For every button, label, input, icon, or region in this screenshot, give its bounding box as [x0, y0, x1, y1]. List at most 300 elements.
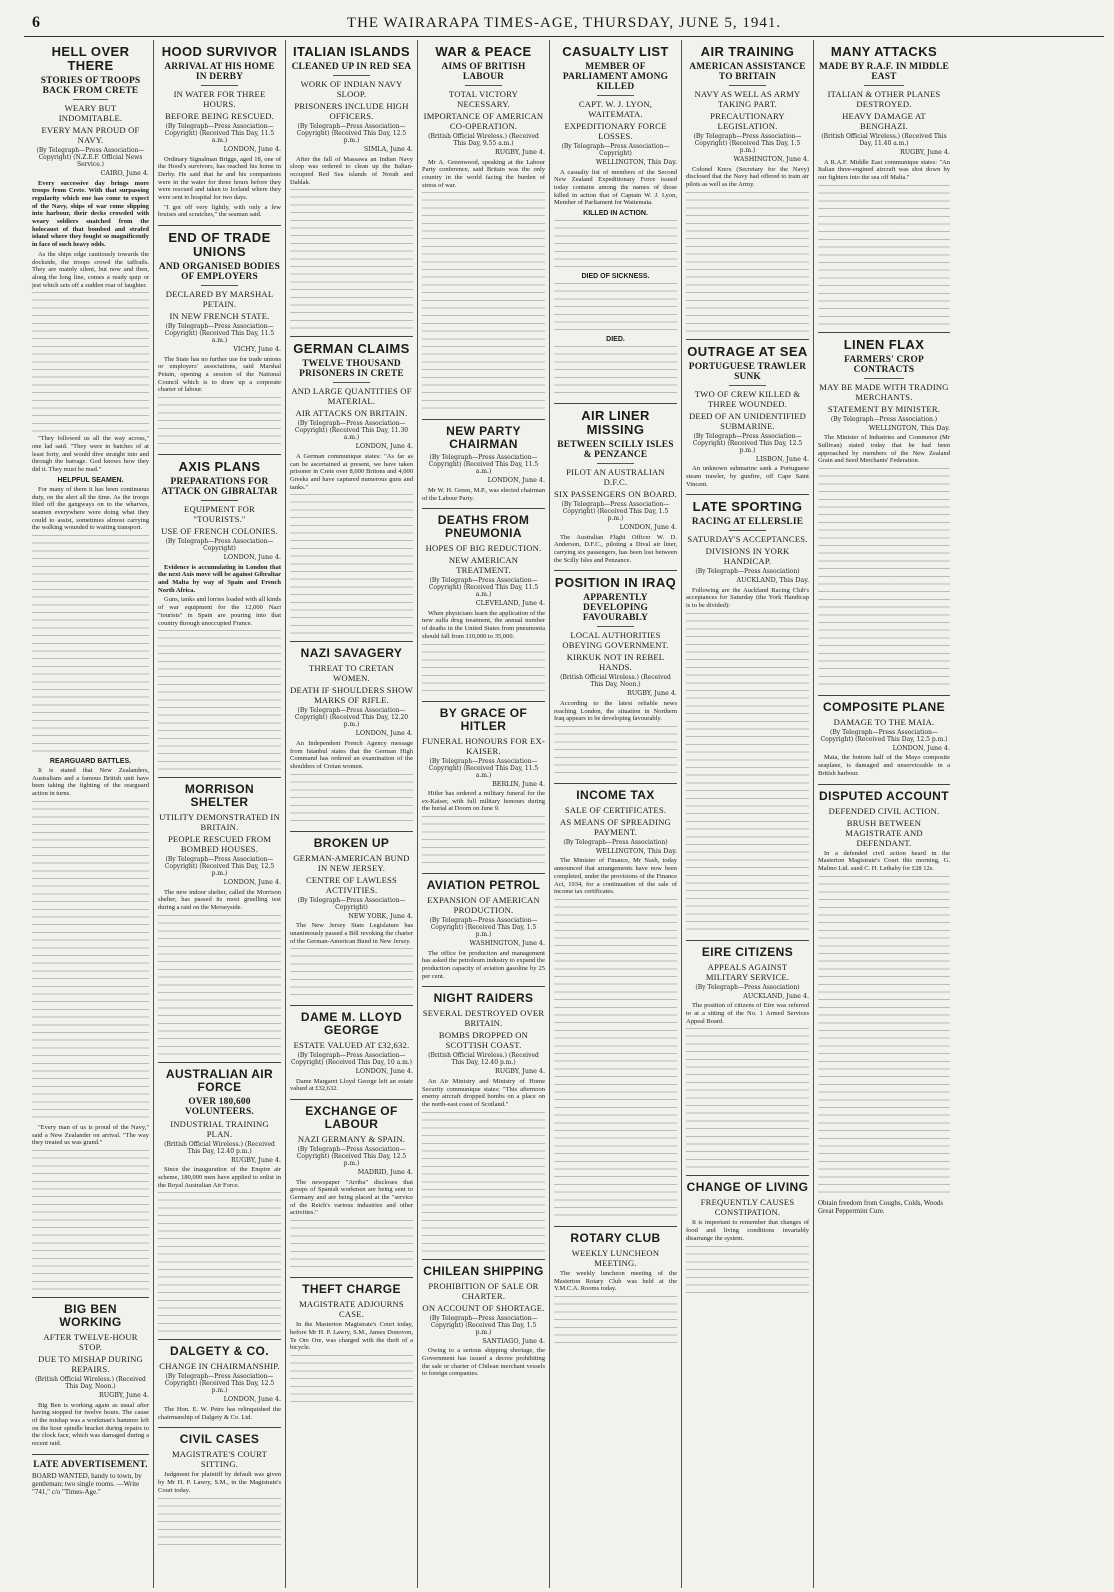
- headline: EIRE CITIZENS: [701, 944, 794, 959]
- paragraph: Ordinary Signalman Briggs, aged 18, one of the Hood's survivors, has reached his home in Derby. He said that he and his companions were in the water for three hours before they were rescued and taken to Iceland where they were sent to hospital for two days.: [158, 155, 281, 202]
- headline: BIG BEN WORKING: [59, 1302, 122, 1329]
- subheading: TOTAL VICTORY NECESSARY.: [448, 89, 519, 109]
- divider: [729, 530, 766, 531]
- subheading: ESTATE VALUED AT £32,632.: [293, 1040, 410, 1051]
- paragraph: It is important to remember that changes of food and living conditions invariably disarrange the system.: [686, 1219, 809, 1242]
- subheading: APPARENTLY DEVELOPING FAVOURABLY: [582, 593, 649, 624]
- body-text-lines: [32, 801, 149, 1121]
- headline: ROTARY CLUB: [570, 1230, 661, 1245]
- headline: MORRISON SHELTER: [184, 782, 255, 810]
- subheading: ITALIAN & OTHER PLANES DESTROYED.: [827, 89, 941, 109]
- divider: [201, 85, 238, 86]
- body-text-lines: [290, 1220, 413, 1270]
- paragraph: Hitler has ordered a military funeral for the ex-Kaiser, with full military honours during the burial at Doorn on June 9.: [422, 790, 545, 813]
- byline: (By Telegraph—Press Association.): [830, 415, 938, 423]
- byline: (By Telegraph—Press Association—Copyright) (Received This Day, 12.5 p.m.): [820, 728, 948, 743]
- paragraph: As the ships edge cautiously towards the dockside, the troops crowd the taffrails. They are mainly silent, but now and then, along the long line, comes a ready quip or jest which sets off a sudden roar of laughter.: [32, 250, 149, 289]
- subheading: FUNERAL HONOURS FOR EX-KAISER.: [422, 735, 545, 756]
- headline: EXCHANGE OF LABOUR: [305, 1104, 398, 1132]
- divider: [597, 95, 634, 96]
- headline: LATE ADVERTISEMENT.: [33, 1459, 148, 1470]
- columns: [28, 40, 1106, 1588]
- subheading: MAY BE MADE WITH TRADING MERCHANTS.: [819, 381, 949, 402]
- body-text-lines: [290, 494, 413, 634]
- story-income-tax: [554, 784, 677, 1227]
- dateline: LONDON, June 4.: [223, 553, 281, 562]
- subheading: SEVERAL DESTROYED OVER BRITAIN.: [422, 1008, 545, 1029]
- subheading: CAPT. W. J. LYON, WAITEMATA.: [578, 99, 653, 119]
- byline: (By Telegraph—Press Association—Copyright) (Received This Day, 10 a.m.): [290, 1052, 413, 1067]
- story-casualty-list: [554, 40, 677, 404]
- body-text-lines: [158, 915, 281, 1055]
- body-text-lines: [686, 192, 809, 332]
- subheading: DEATH IF SHOULDERS SHOW MARKS OF RIFLE.: [290, 685, 413, 706]
- body-text-lines: [290, 774, 413, 824]
- subheading: SALE OF CERTIFICATES.: [564, 804, 667, 815]
- byline: (By Telegraph—Press Association—Copyright) (Received This Day, 1.5 p.m.): [429, 1314, 538, 1336]
- body-text-lines: [422, 816, 545, 866]
- paragraph: The position of citizens of Eire was referred to at a sitting of the No. 1 Armed Services Appeal Board.: [686, 1002, 809, 1025]
- dateline: AUCKLAND, This Day.: [736, 576, 809, 585]
- body-text-lines: [686, 1246, 809, 1296]
- story-hell-over-there: [32, 40, 149, 1298]
- subheading: EVERY MAN PROUD OF NAVY.: [41, 125, 140, 145]
- paragraph: A German communique states: "As far as can be ascertained at present, we have taken prisoner in Crete over 8,000 Britons and 4,000 Greeks and have captured numerous guns and tanks.": [290, 452, 413, 491]
- subheading: NAVY AS WELL AS ARMY TAKING PART.: [694, 89, 801, 109]
- divider: [597, 626, 634, 627]
- dateline: SANTIAGO, June 4.: [482, 1336, 545, 1345]
- subheading: WEARY BUT INDOMITABLE.: [58, 103, 123, 123]
- dateline: LONDON, June 4.: [619, 523, 677, 532]
- paragraph: For many of them it has been continuous duty, on the alert all the time. As the troops filed off the gangways on to the wharves, seamen everywhere were doing what they could to assist, sometimes almost carrying the walking wounded to waiting transport.: [32, 485, 149, 532]
- story-composite-plane: [818, 696, 950, 785]
- dateline: LISBON, June 4.: [755, 454, 809, 463]
- divider: [729, 385, 766, 386]
- headline: THEFT CHARGE: [302, 1282, 401, 1297]
- headline: AUSTRALIAN AIR FORCE: [165, 1066, 274, 1094]
- headline: DEATHS FROM PNEUMONIA: [437, 513, 530, 541]
- subheading: APPEALS AGAINST MILITARY SERVICE.: [705, 961, 790, 982]
- story-air-liner-missing: [554, 404, 677, 571]
- newspaper-title: THE WAIRARAPA TIMES-AGE, THURSDAY, JUNE 5, 1941.: [346, 15, 782, 31]
- subheading: PEOPLE RESCUED FROM BOMBED HOUSES.: [167, 834, 272, 855]
- sidehead: DIED.: [606, 336, 625, 344]
- story-war-and-peace: [422, 40, 545, 420]
- headline: DAME M. LLOYD GEORGE: [300, 1010, 403, 1038]
- subheading: STATEMENT BY MINISTER.: [827, 403, 941, 414]
- paragraph: In the Masterton Magistrate's Court today, before Mr H. P. Lawry, S.M., James Donovon, Te Ore Ore, was charged with the theft of a bicycle.: [290, 1321, 413, 1352]
- byline: (By Telegraph—Press Association—Copyright) (Received This Day, 11.5 a.m.): [428, 454, 539, 476]
- headline: INCOME TAX: [576, 787, 655, 802]
- headline: HOOD SURVIVOR: [161, 44, 278, 59]
- subheading: AFTER TWELVE-HOUR STOP.: [43, 1332, 138, 1352]
- subheading: ON ACCOUNT OF SHORTAGE.: [422, 1302, 545, 1313]
- subheading: PREPARATIONS FOR ATTACK ON GIBRALTAR: [161, 477, 278, 498]
- paragraph: When physicians learn the application of the new sulfa drug treatment, the annual number of deaths in the United States from pneumonia should fall from 110,000 to 35,000.: [422, 609, 545, 640]
- subheading: ARRIVAL AT HIS HOME IN DERBY: [164, 62, 275, 82]
- paragraph: The newspaper "Arriba" discloses that groups of Spanish workmen are being sent to Germany and are being placed at the "service of the Reich's various industries and other activities.": [290, 1178, 413, 1217]
- body-text-lines: [32, 535, 149, 755]
- divider: [864, 378, 904, 379]
- subheading: FREQUENTLY CAUSES CONSTIPATION.: [700, 1197, 795, 1218]
- subheading: USE OF FRENCH COLONIES.: [161, 526, 278, 537]
- dateline: WELLINGTON, This Day.: [595, 158, 677, 166]
- subheading: IN NEW FRENCH STATE.: [169, 311, 270, 322]
- dateline: WASHINGTON, June 4.: [469, 939, 545, 948]
- byline: (By Telegraph—Press Association—Copyright): [297, 896, 406, 911]
- subheading: BEFORE BEING RESCUED.: [164, 111, 274, 121]
- sidehead: REARGUARD BATTLES.: [49, 758, 132, 766]
- story-nazi-savagery: [290, 642, 413, 831]
- subheading: DECLARED BY MARSHAL PETAIN.: [165, 289, 274, 310]
- story-eire-citizens: [686, 941, 809, 1177]
- story-disputed-account: [818, 785, 950, 1221]
- story-dame-lloyd-george: [290, 1006, 413, 1100]
- story-end-of-trade-unions: [158, 226, 281, 455]
- dateline: WASHINGTON, June 4.: [733, 155, 809, 163]
- paragraph: The Minister of Industries and Commerce (Mr Sullivan) stated today that he had been approached by members of the New Zealand Grain and Seed Merchants' Federation.: [818, 434, 950, 465]
- subheading: CLEANED UP IN RED SEA: [291, 62, 412, 72]
- paragraph: The Minister of Finance, Mr Nash, today announced that arrangements have now been completed, under the provisions of the Finance Act, 1934, for a continuation of the sale of income tax certificates.: [554, 857, 677, 896]
- story-deaths-from-pneumonia: [422, 509, 545, 701]
- body-text-lines: [554, 346, 677, 396]
- byline: (By Telegraph—Press Association—Copyright): [561, 143, 670, 157]
- paragraph: Mr W. H. Green, M.P., was elected chairman of the Labour Party.: [422, 486, 545, 502]
- story-morrison-shelter: [158, 778, 281, 1063]
- byline: (British Official Wireless.) (Received This Day, 12.40 p.m.): [428, 1052, 539, 1067]
- paragraph: The new indoor shelter, called the Morrison shelter, has passed its most gruelling test during a raid on the Merseyside.: [158, 888, 281, 912]
- paragraph: Following are the Auckland Racing Club's acceptances for Saturday (the York Handicap is to be divided):: [686, 586, 809, 610]
- byline: (By Telegraph—Press Association—Copyright) (Received This Day, 12.5 p.m.): [692, 432, 803, 454]
- subheading: MEMBER OF PARLIAMENT AMONG KILLED: [562, 62, 669, 92]
- sidehead: HELPFUL SEAMEN.: [57, 476, 124, 484]
- subheading: BOMBS DROPPED ON SCOTTISH COAST.: [438, 1030, 529, 1051]
- body-text-lines: [158, 397, 281, 447]
- body-text-lines: [158, 1192, 281, 1332]
- divider: [333, 75, 370, 76]
- dateline: LONDON, June 4.: [355, 729, 413, 738]
- byline: (By Telegraph—Press Association): [695, 568, 800, 576]
- subheading: TWO OF CREW KILLED & THREE WOUNDED.: [694, 388, 801, 409]
- dateline: SIMLA, June 4.: [363, 145, 413, 153]
- story-change-of-living: [686, 1176, 809, 1302]
- body-text-lines: [554, 220, 677, 270]
- subheading: PORTUGUESE TRAWLER SUNK: [688, 361, 807, 382]
- subheading: PROHIBITION OF SALE OR CHARTER.: [428, 1280, 539, 1301]
- body-text-lines: [554, 1296, 677, 1346]
- dateline: NEW YORK, June 4.: [348, 911, 413, 920]
- paragraph: An Air Ministry and Ministry of Home Security communique states: "This afternoon enemy aircraft dropped bombs on a place on the north-east coast of Scotland.": [422, 1077, 545, 1109]
- body-text-lines: [158, 1498, 281, 1548]
- byline: (By Telegraph—Press Association—Copyright) (Received This Day, 11.5 a.m.): [428, 757, 539, 779]
- byline: (By Telegraph—Press Association—Copyright) (Received This Day, 1.5 p.m.): [561, 501, 670, 523]
- headline: AXIS PLANS: [178, 459, 261, 475]
- byline: (British Official Wireless.) (Received This Day, 11.40 a.m.): [821, 133, 947, 147]
- story-axis-plans: [158, 455, 281, 778]
- dateline: LONDON, June 4.: [355, 1067, 413, 1076]
- dateline: BERLIN, June 4.: [492, 779, 545, 788]
- column-7: [814, 40, 954, 1588]
- subheading: NAZI GERMANY & SPAIN.: [297, 1134, 406, 1145]
- byline: (By Telegraph—Press Association—Copyright) (Received This Day, 12.20 p.m.): [294, 707, 409, 729]
- body-text-lines: [32, 1150, 149, 1290]
- byline: (By Telegraph—Press Association—Copyright) (N.Z.E.F. Official News Service.): [36, 147, 145, 168]
- subheading: BRUSH BETWEEN MAGISTRATE AND DEFENDANT.: [845, 817, 923, 848]
- story-chilean-shipping: [422, 1260, 545, 1384]
- paragraph: "Every man of us is proud of the Navy," said a New Zealander on arrival. "The way they treated us was grand.": [32, 1123, 149, 1147]
- story-outrage-at-sea: [686, 340, 809, 496]
- byline: (By Telegraph—Press Association—Copyright): [165, 538, 274, 553]
- dateline: LONDON, June 4.: [487, 476, 545, 485]
- subheading: AND ORGANISED BODIES OF EMPLOYERS: [158, 262, 281, 283]
- story-italian-islands: [290, 40, 413, 337]
- masthead: [24, 14, 1104, 37]
- subheading: MAGISTRATE'S COURT SITTING.: [171, 1449, 268, 1470]
- classified-ad: BOARD WANTED, handy to town, by gentleman; two single rooms. —Write "741," c/o "Times-Age.": [32, 1471, 142, 1496]
- divider: [201, 285, 238, 286]
- dateline: AUCKLAND, June 4.: [743, 991, 809, 1000]
- byline: (By Telegraph—Press Association—Copyright) (Received This Day, 11.30 a.m.): [294, 420, 409, 442]
- byline: (By Telegraph—Press Association—Copyright) (Received This Day, 1.5 p.m.): [429, 917, 538, 939]
- paragraph: Owing to a serious shipping shortage, the Government has issued a decree prohibiting the sale or charter of Chilean merchant vessels to foreign companies.: [422, 1347, 545, 1378]
- headline: CIVIL CASES: [179, 1432, 260, 1447]
- byline: (British Official Wireless.) (Received This Day, 9.55 a.m.): [428, 133, 539, 147]
- headline: BY GRACE OF HITLER: [439, 705, 528, 733]
- subheading: IMPORTANCE OF AMERICAN CO-OPERATION.: [423, 111, 544, 131]
- divider: [201, 500, 238, 501]
- body-text-lines: [290, 948, 413, 998]
- body-text-lines: [158, 630, 281, 770]
- subheading: MAGISTRATE ADJOURNS CASE.: [299, 1299, 404, 1320]
- advertisement-footer: Obtain freedom from Coughs, Colds, Woods Great Peppermint Cure.: [818, 1198, 944, 1215]
- story-new-party-chairman: [422, 420, 545, 509]
- story-late-sporting: [686, 495, 809, 941]
- subheading: WEEKLY LUNCHEON MEETING.: [571, 1247, 660, 1268]
- paragraph: Maia, the bottom half of the Mayo composite seaplane, is damaged and unserviceable in a British harbour.: [818, 754, 950, 777]
- sidehead: KILLED IN ACTION.: [583, 210, 648, 218]
- body-text-lines: [422, 1112, 545, 1252]
- body-text-lines: [32, 292, 149, 432]
- byline: (By Telegraph—Press Association—Copyright) (Received This Day, 12.5 p.m.): [164, 856, 275, 878]
- headline: OUTRAGE AT SEA: [687, 343, 808, 359]
- column-5: [550, 40, 682, 1588]
- subheading: DEFENDED CIVIL ACTION.: [828, 805, 940, 816]
- subheading: SIX PASSENGERS ON BOARD.: [554, 489, 677, 500]
- subheading: HOPES OF BIG REDUCTION.: [425, 543, 542, 554]
- paragraph: Mr A. Greenwood, speaking at the Labour Party conference, said Britain was the only country in the world facing the burden of stress of war.: [422, 158, 545, 189]
- dateline: CLEVELAND, June 4.: [475, 599, 545, 608]
- subheading: PRECAUTIONARY LEGISLATION.: [710, 111, 785, 131]
- dateline: LONDON, June 4.: [223, 1395, 281, 1404]
- byline: (By Telegraph—Press Association): [695, 983, 800, 991]
- paragraph: Big Ben is working again as usual after having stopped for twelve hours. The cause of the mishap was a workman's hammer left on the hour spindle bracket during repairs to the clock face, which was damaged during a recent raid.: [32, 1401, 149, 1448]
- paragraph: The Hon. E. W. Petre has relinquished the chairmanship of Dalgety & Co. Ltd.: [158, 1405, 281, 1421]
- story-civil-cases: [158, 1428, 281, 1554]
- story-linen-flax: [818, 333, 950, 696]
- story-night-raiders: [422, 987, 545, 1259]
- body-text-lines: [818, 468, 950, 688]
- subheading: MADE BY R.A.F. IN MIDDLE EAST: [819, 62, 949, 82]
- headline: BROKEN UP: [313, 835, 390, 850]
- paragraph: An unknown submarine sank a Portuguese steam trawler, by gunfire, off Cape Saint Vincent.: [686, 465, 809, 488]
- headline: MANY ATTACKS: [830, 44, 938, 59]
- paragraph: Dame Margaret Lloyd George left an estate valued at £32,632.: [290, 1077, 413, 1093]
- column-2: [154, 40, 286, 1588]
- body-text-lines: [290, 189, 413, 329]
- headline: LINEN FLAX: [843, 336, 925, 352]
- column-4: [418, 40, 550, 1588]
- body-text-lines: [818, 876, 950, 1196]
- story-many-attacks: [818, 40, 950, 333]
- byline: (By Telegraph—Press Association—Copyright) (Received This Day, 12.5 p.m.): [296, 1146, 407, 1168]
- subheading: STORIES OF TROOPS BACK FROM CRETE: [40, 76, 141, 96]
- subheading: AMERICAN ASSISTANCE TO BRITAIN: [689, 62, 806, 82]
- story-by-grace-of-hitler: [422, 702, 545, 875]
- body-text-lines: [290, 1355, 413, 1405]
- body-text-lines: [686, 613, 809, 933]
- body-text-lines: [422, 192, 545, 412]
- headline: COMPOSITE PLANE: [822, 699, 945, 714]
- subheading: IN WATER FOR THREE HOURS.: [173, 89, 266, 109]
- paragraph: Guns, tanks and lorries loaded with all kinds of war equipment for the 12,000 Nazi "tourists" in Spain are pouring into that country through unoccupied France.: [158, 596, 281, 627]
- paragraph: The weekly luncheon meeting of the Masterton Rotary Club was held at the Y.M.C.A. Rooms today.: [554, 1269, 677, 1293]
- dateline: RUGBY, June 4.: [230, 1155, 281, 1164]
- byline: (By Telegraph—Press Association—Copyright) (Received This Day, 12.5 p.m.): [164, 1373, 275, 1395]
- story-theft-charge: [290, 1278, 413, 1412]
- dateline: RUGBY, June 4.: [626, 689, 677, 698]
- dateline: RUGBY, June 4.: [899, 148, 950, 156]
- headline: NIGHT RAIDERS: [433, 991, 534, 1006]
- subheading: BETWEEN SCILLY ISLES & PENZANCE: [557, 440, 674, 461]
- subheading: FARMERS' CROP CONTRACTS: [844, 354, 924, 375]
- paragraph: After the fall of Massawa an Indian Navy sloop was ordered to clean up the Italian-occupied Red Sea islands of Norah and Dahlak.: [290, 155, 413, 186]
- body-text-lines: [554, 899, 677, 1219]
- story-big-ben-working: [32, 1298, 149, 1455]
- body-text-lines: [554, 726, 677, 776]
- headline: GERMAN CLAIMS: [293, 341, 410, 357]
- dateline: WELLINGTON, This Day.: [595, 846, 677, 855]
- dateline: VICHY, June 4.: [233, 345, 281, 354]
- subheading: AIR ATTACKS ON BRITAIN.: [295, 408, 408, 419]
- subheading: DAMAGE TO THE MAIA.: [833, 716, 935, 727]
- dateline: RUGBY, June 4.: [98, 1391, 149, 1399]
- paragraph: It is stated that New Zealanders, Australians and a famous British unit have been taking the fighting of the rearguard action in turns.: [32, 767, 149, 798]
- paragraph: A casualty list of members of the Second New Zealand Expeditionary Force issued today contains among the names of those killed in action that of Captain W. J. Lyon, Member of Parliament for Waitemata.: [554, 168, 677, 207]
- subheading: RACING AT ELLERSLIE: [691, 517, 804, 528]
- story-australian-air-force: [158, 1063, 281, 1341]
- headline: LATE SPORTING: [692, 499, 803, 515]
- byline: (British Official Wireless.) (Received This Day, 12.40 p.m.): [164, 1140, 275, 1155]
- divider: [465, 85, 502, 86]
- paragraph: "I got off very lightly, with only a few bruises and scratches," the seaman said.: [158, 203, 281, 219]
- story-exchange-of-labour: [290, 1100, 413, 1278]
- paragraph: Judgment for plaintiff by default was given by Mr H. P. Lawry, S.M., in the Magistrate's Court today.: [158, 1471, 281, 1494]
- sidehead: DIED OF SICKNESS.: [581, 273, 650, 281]
- dateline: RUGBY, June 4.: [494, 148, 545, 156]
- dateline: CAIRO, June 4.: [100, 169, 149, 177]
- divider: [333, 382, 370, 383]
- headline: NEW PARTY CHAIRMAN: [446, 424, 521, 452]
- dateline: RUGBY, June 4.: [494, 1067, 545, 1076]
- headline: DALGETY & CO.: [170, 1344, 269, 1359]
- divider: [73, 99, 108, 100]
- paragraph: Colonel Knox (Secretary for the Navy) disclosed that the Navy had offered to train air pilots as well as the Army.: [686, 165, 809, 188]
- subheading: EXPANSION OF AMERICAN PRODUCTION.: [427, 895, 540, 916]
- paragraph: Since the inauguration of the Empire air scheme, 180,000 men have applied to enlist in the Royal Australian Air Force.: [158, 1166, 281, 1189]
- byline: (By Telegraph—Press Association—Copyright) (Received This Day, 11.5 a.m.): [428, 577, 539, 599]
- dateline: WELLINGTON, This Day.: [868, 423, 950, 432]
- dateline: LONDON, June 4.: [223, 878, 281, 887]
- subheading: AND LARGE QUANTITIES OF MATERIAL.: [291, 386, 412, 407]
- subheading: HEAVY DAMAGE AT BENGHAZI.: [842, 111, 926, 131]
- subheading: AS MEANS OF SPREADING PAYMENT.: [560, 816, 671, 837]
- headline: AIR TRAINING: [700, 44, 795, 59]
- column-1: [28, 40, 154, 1588]
- divider: [597, 463, 634, 464]
- subheading: CHANGE IN CHAIRMANSHIP.: [159, 1361, 280, 1372]
- paragraph: The office for production and management has asked the petroleum industry to expand the production capacity of aviation gasoline by 25 per cent.: [422, 949, 545, 980]
- column-3: [286, 40, 418, 1588]
- subheading: LOCAL AUTHORITIES OBEYING GOVERNMENT.: [562, 630, 669, 651]
- headline: END OF TRADE UNIONS: [168, 230, 271, 260]
- dateline: LONDON, June 4.: [355, 442, 413, 451]
- byline: (By Telegraph—Press Association—Copyright) (Received This Day, 11.5 a.m.): [164, 323, 275, 345]
- headline: CHANGE OF LIVING: [686, 1180, 809, 1195]
- headline: WAR & PEACE: [435, 44, 532, 59]
- paragraph: In a defended civil action heard in the Masterton Magistrate's Court this morning, G. Malmo Ltd. sued C. H. Lethaby for £28 12s.: [818, 849, 950, 872]
- body-text-lines: [554, 283, 677, 333]
- story-position-in-iraq: [554, 571, 677, 784]
- subheading: UTILITY DEMONSTRATED IN BRITAIN.: [159, 812, 280, 833]
- body-text-lines: [422, 644, 545, 694]
- story-aviation-petrol: [422, 874, 545, 987]
- dateline: MADRID, June 4.: [357, 1168, 413, 1177]
- headline: HELL OVER THERE: [51, 44, 130, 73]
- page-number: 6: [32, 14, 40, 31]
- subheading: OVER 180,600 VOLUNTEERS.: [185, 1096, 254, 1117]
- byline: (British Official Wireless.) (Received This Day, Noon.): [35, 1376, 146, 1390]
- headline: ITALIAN ISLANDS: [293, 44, 410, 59]
- paragraph: "They followed us all the way across," one lad said. "They were in batches of at least forty, and would dive straight into and through the barrage. God knows how they did it. They must be mad.": [32, 435, 149, 474]
- column-6: [682, 40, 814, 1588]
- paragraph: Evidence is accumulating in London that the next Axis move will be against Gibraltar and Malta by way of Spain and French North Africa.: [158, 563, 281, 594]
- headline: AVIATION PETROL: [426, 878, 541, 893]
- story-rotary-club: [554, 1227, 677, 1353]
- subheading: TWELVE THOUSAND PRISONERS IN CRETE: [299, 359, 404, 380]
- paragraph: Every successive day brings more troops from Crete. With that surpassing regularity which one has come to expect of the Navy, ships of war come slipping into harbour, their decks crowded with weary soldiers snatched from the holocaust of that bombed and strafed island where they fought so magnificently in face of such heavy odds.: [32, 179, 149, 249]
- subheading: AIMS OF BRITISH LABOUR: [441, 62, 526, 82]
- dateline: LONDON, June 4.: [223, 145, 281, 153]
- subheading: KIRKUK NOT IN REBEL HANDS.: [566, 652, 665, 673]
- dateline: LONDON, June 4.: [892, 743, 950, 752]
- byline: (By Telegraph—Press Association): [563, 838, 668, 846]
- paragraph: The New Jersey State Legislature has unanimously passed a Bill revoking the charter of the German-American Bund in New Jersey.: [290, 922, 413, 945]
- subheading: DEED OF AN UNIDENTIFIED SUBMARINE.: [688, 410, 807, 431]
- body-text-lines: [686, 1028, 809, 1168]
- subheading: SATURDAY'S ACCEPTANCES.: [687, 534, 808, 545]
- headline: AIR LINER MISSING: [581, 408, 650, 438]
- byline: (By Telegraph—Press Association—Copyright) (Received This Day, 1.5 p.m.): [693, 133, 802, 154]
- subheading: PRISONERS INCLUDE HIGH OFFICERS.: [294, 101, 409, 121]
- byline: (British Official Wireless.) (Received This Day, Noon.): [560, 674, 671, 689]
- byline: (By Telegraph—Press Association—Copyright) (Received This Day, 12.5 p.m.): [296, 123, 407, 144]
- subheading: EXPEDITIONARY FORCE LOSSES.: [564, 121, 667, 141]
- headline: DISPUTED ACCOUNT: [819, 788, 949, 803]
- headline: CASUALTY LIST: [562, 44, 669, 59]
- headline: POSITION IN IRAQ: [554, 575, 677, 591]
- subheading: GERMAN-AMERICAN BUND IN NEW JERSEY.: [293, 852, 410, 873]
- body-text-lines: [818, 185, 950, 325]
